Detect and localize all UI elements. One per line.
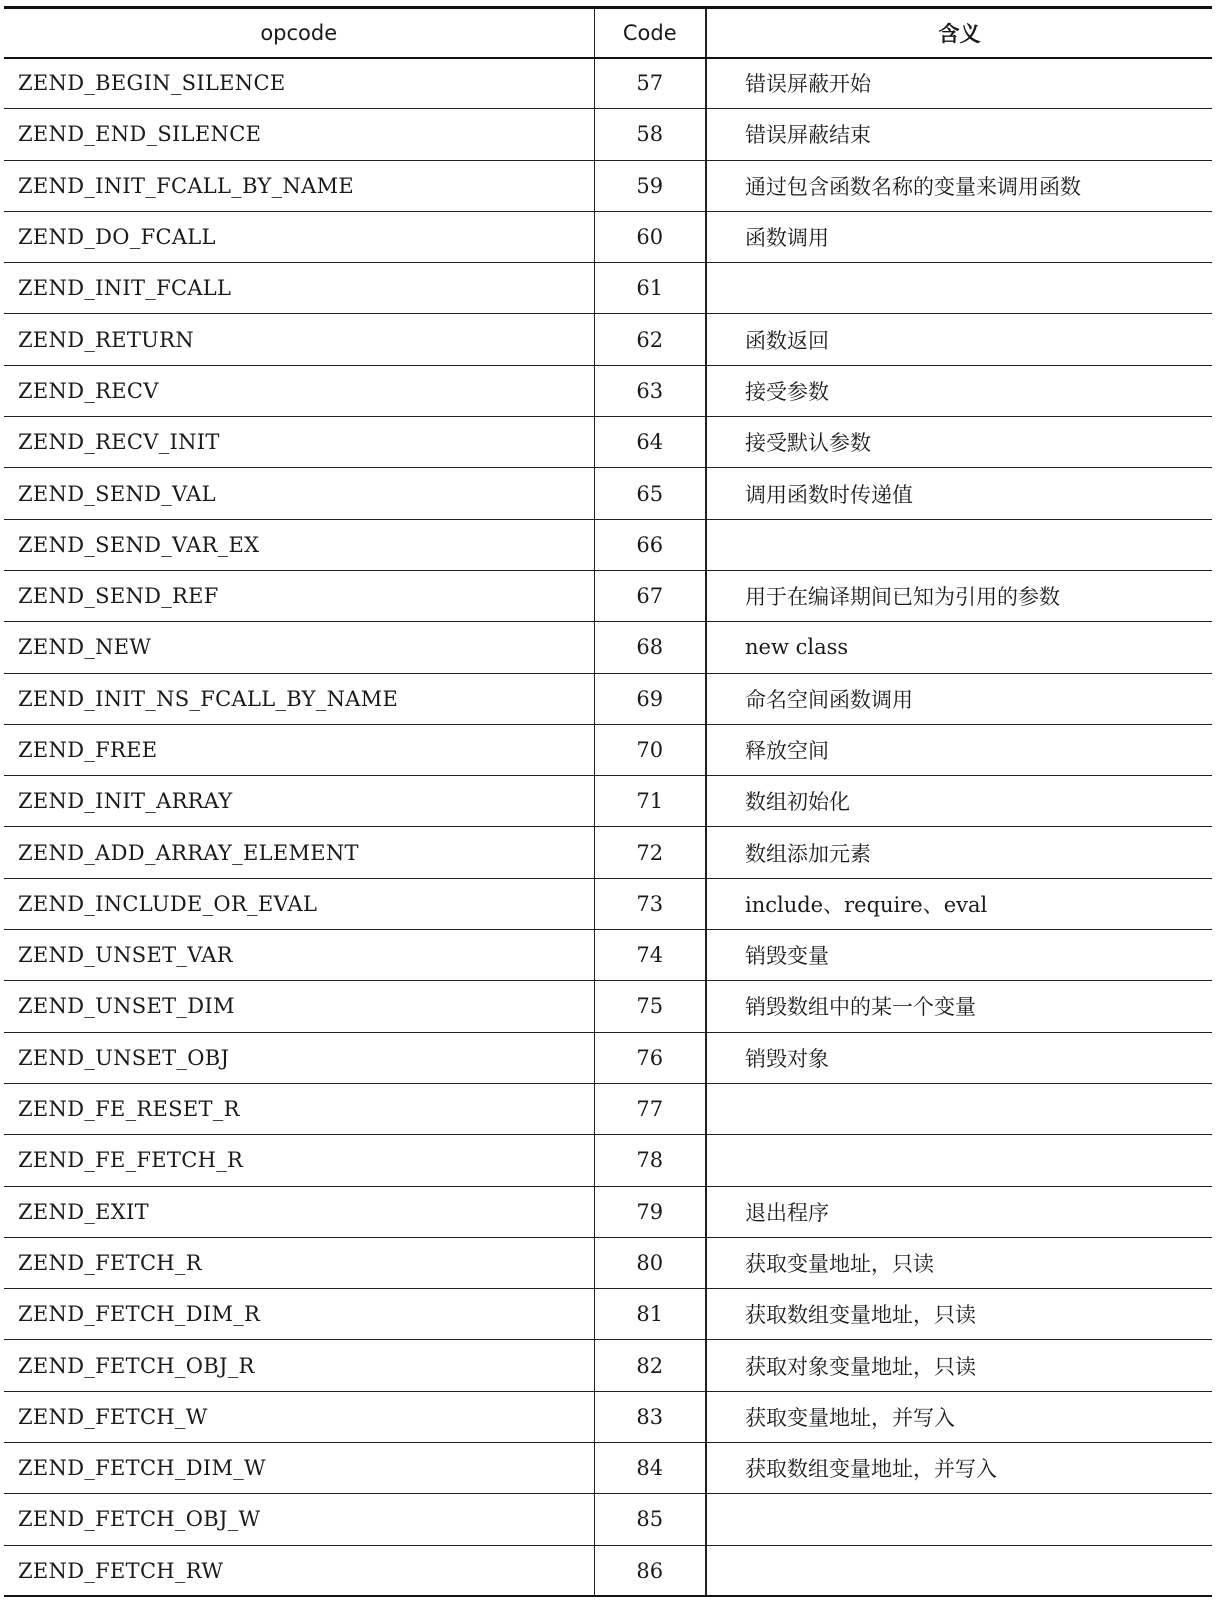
code-cell: 61 <box>594 263 706 314</box>
opcode-cell: ZEND_INIT_ARRAY <box>4 776 594 827</box>
opcode-cell: ZEND_DO_FCALL <box>4 211 594 262</box>
table-body <box>4 58 1212 1597</box>
header-row <box>4 8 1212 58</box>
code-cell: 80 <box>594 1237 706 1288</box>
code-cell: 65 <box>594 468 706 519</box>
meaning-cell: 释放空间 <box>706 724 1212 775</box>
meaning-cell: 函数调用 <box>706 211 1212 262</box>
code-cell: 70 <box>594 724 706 775</box>
meaning-cell: 获取数组变量地址，只读 <box>706 1289 1212 1340</box>
opcode-cell: ZEND_INIT_FCALL <box>4 263 594 314</box>
meaning-cell: 销毁对象 <box>706 1032 1212 1083</box>
table-row <box>4 58 1212 109</box>
meaning-cell <box>706 1135 1212 1186</box>
opcode-table-container <box>4 6 1212 1597</box>
code-cell: 78 <box>594 1135 706 1186</box>
opcode-cell: ZEND_SEND_VAL <box>4 468 594 519</box>
meaning-cell: 获取数组变量地址，并写入 <box>706 1443 1212 1494</box>
code-cell: 84 <box>594 1443 706 1494</box>
opcode-cell: ZEND_BEGIN_SILENCE <box>4 58 594 109</box>
table-row <box>4 930 1212 981</box>
table-row <box>4 1545 1212 1596</box>
meaning-cell <box>706 519 1212 570</box>
table-row <box>4 1032 1212 1083</box>
meaning-cell: 命名空间函数调用 <box>706 673 1212 724</box>
table-row <box>4 1391 1212 1442</box>
code-cell: 64 <box>594 417 706 468</box>
meaning-cell: 用于在编译期间已知为引用的参数 <box>706 570 1212 621</box>
opcode-cell: ZEND_RECV <box>4 365 594 416</box>
opcode-cell: ZEND_END_SILENCE <box>4 109 594 160</box>
meaning-cell: 接受默认参数 <box>706 417 1212 468</box>
table-row <box>4 1443 1212 1494</box>
meaning-cell <box>706 1083 1212 1134</box>
opcode-cell: ZEND_UNSET_DIM <box>4 981 594 1032</box>
meaning-cell: 函数返回 <box>706 314 1212 365</box>
code-cell: 81 <box>594 1289 706 1340</box>
meaning-cell: 退出程序 <box>706 1186 1212 1237</box>
code-cell: 75 <box>594 981 706 1032</box>
opcode-cell: ZEND_SEND_REF <box>4 570 594 621</box>
meaning-cell: 获取变量地址，并写入 <box>706 1391 1212 1442</box>
opcode-cell: ZEND_ADD_ARRAY_ELEMENT <box>4 827 594 878</box>
code-cell: 73 <box>594 878 706 929</box>
opcode-cell: ZEND_RECV_INIT <box>4 417 594 468</box>
meaning-cell: 数组初始化 <box>706 776 1212 827</box>
code-cell: 83 <box>594 1391 706 1442</box>
meaning-cell <box>706 1545 1212 1596</box>
table-row <box>4 468 1212 519</box>
meaning-cell: new class <box>706 622 1212 673</box>
code-cell: 60 <box>594 211 706 262</box>
table-row <box>4 622 1212 673</box>
meaning-cell <box>706 1494 1212 1545</box>
meaning-cell: 错误屏蔽结束 <box>706 109 1212 160</box>
opcode-cell: ZEND_INIT_NS_FCALL_BY_NAME <box>4 673 594 724</box>
meaning-cell <box>706 263 1212 314</box>
opcode-cell: ZEND_INIT_FCALL_BY_NAME <box>4 160 594 211</box>
opcode-cell: ZEND_FETCH_DIM_W <box>4 1443 594 1494</box>
opcode-cell: ZEND_INCLUDE_OR_EVAL <box>4 878 594 929</box>
table-row <box>4 417 1212 468</box>
code-cell: 71 <box>594 776 706 827</box>
opcode-cell: ZEND_UNSET_OBJ <box>4 1032 594 1083</box>
table-row <box>4 673 1212 724</box>
opcode-cell: ZEND_NEW <box>4 622 594 673</box>
opcode-cell: ZEND_RETURN <box>4 314 594 365</box>
opcode-table <box>4 6 1212 1597</box>
code-cell: 82 <box>594 1340 706 1391</box>
header-code: Code <box>594 8 706 58</box>
code-cell: 58 <box>594 109 706 160</box>
table-row <box>4 263 1212 314</box>
table-row <box>4 314 1212 365</box>
opcode-cell: ZEND_SEND_VAR_EX <box>4 519 594 570</box>
code-cell: 79 <box>594 1186 706 1237</box>
opcode-cell: ZEND_FETCH_DIM_R <box>4 1289 594 1340</box>
code-cell: 85 <box>594 1494 706 1545</box>
table-row <box>4 109 1212 160</box>
opcode-cell: ZEND_FETCH_R <box>4 1237 594 1288</box>
table-row <box>4 1237 1212 1288</box>
code-cell: 59 <box>594 160 706 211</box>
opcode-cell: ZEND_UNSET_VAR <box>4 930 594 981</box>
opcode-cell: ZEND_FREE <box>4 724 594 775</box>
code-cell: 76 <box>594 1032 706 1083</box>
table-row <box>4 211 1212 262</box>
opcode-cell: ZEND_EXIT <box>4 1186 594 1237</box>
meaning-cell: include、require、eval <box>706 878 1212 929</box>
meaning-cell: 获取变量地址，只读 <box>706 1237 1212 1288</box>
table-row <box>4 519 1212 570</box>
opcode-cell: ZEND_FETCH_OBJ_W <box>4 1494 594 1545</box>
header-meaning: 含义 <box>706 8 1212 58</box>
meaning-cell: 数组添加元素 <box>706 827 1212 878</box>
meaning-cell: 错误屏蔽开始 <box>706 58 1212 109</box>
opcode-cell: ZEND_FETCH_W <box>4 1391 594 1442</box>
code-cell: 67 <box>594 570 706 621</box>
code-cell: 69 <box>594 673 706 724</box>
header-opcode: opcode <box>4 8 594 58</box>
table-header <box>4 8 1212 58</box>
meaning-cell: 通过包含函数名称的变量来调用函数 <box>706 160 1212 211</box>
code-cell: 86 <box>594 1545 706 1596</box>
opcode-cell: ZEND_FE_RESET_R <box>4 1083 594 1134</box>
table-row <box>4 160 1212 211</box>
meaning-cell: 销毁变量 <box>706 930 1212 981</box>
table-row <box>4 1494 1212 1545</box>
code-cell: 74 <box>594 930 706 981</box>
table-row <box>4 1186 1212 1237</box>
opcode-cell: ZEND_FETCH_OBJ_R <box>4 1340 594 1391</box>
meaning-cell: 调用函数时传递值 <box>706 468 1212 519</box>
code-cell: 57 <box>594 58 706 109</box>
table-row <box>4 827 1212 878</box>
table-row <box>4 776 1212 827</box>
meaning-cell: 获取对象变量地址，只读 <box>706 1340 1212 1391</box>
table-row <box>4 1135 1212 1186</box>
table-row <box>4 570 1212 621</box>
code-cell: 66 <box>594 519 706 570</box>
table-row <box>4 365 1212 416</box>
meaning-cell: 接受参数 <box>706 365 1212 416</box>
code-cell: 62 <box>594 314 706 365</box>
table-row <box>4 1289 1212 1340</box>
table-row <box>4 1083 1212 1134</box>
table-row <box>4 878 1212 929</box>
code-cell: 68 <box>594 622 706 673</box>
table-row <box>4 724 1212 775</box>
table-row <box>4 1340 1212 1391</box>
opcode-cell: ZEND_FETCH_RW <box>4 1545 594 1596</box>
meaning-cell: 销毁数组中的某一个变量 <box>706 981 1212 1032</box>
code-cell: 72 <box>594 827 706 878</box>
table-row <box>4 981 1212 1032</box>
code-cell: 77 <box>594 1083 706 1134</box>
code-cell: 63 <box>594 365 706 416</box>
opcode-cell: ZEND_FE_FETCH_R <box>4 1135 594 1186</box>
